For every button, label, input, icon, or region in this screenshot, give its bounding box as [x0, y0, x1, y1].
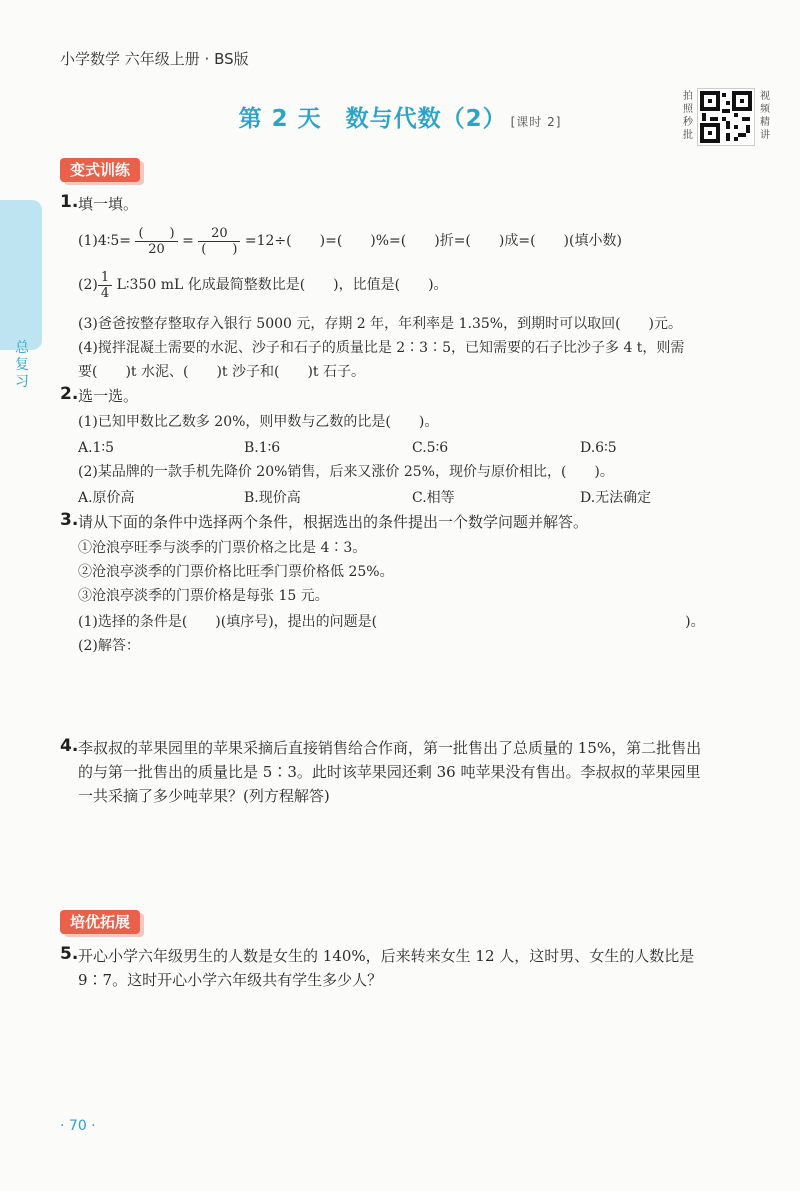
question-4-line-3: 一共采摘了多少吨苹果？(列方程解答): [78, 787, 330, 805]
question-3-title: 请从下面的条件中选择两个条件，根据选出的条件提出一个数学问题并解答。: [78, 513, 589, 531]
answer-area-q5[interactable]: [78, 996, 758, 1106]
question-1-number: 1.: [60, 192, 79, 212]
qr-code-icon[interactable]: [697, 88, 755, 146]
page-title: [0, 100, 800, 133]
question-1-title: 填一填。: [78, 195, 139, 213]
question-4-line-2: 的与第一批售出的质量比是 5∶3。此时该苹果园还剩 36 吨苹果没有售出。李叔叔的苹果园里: [78, 763, 701, 781]
q2-1-option-b[interactable]: B.1∶6: [244, 440, 281, 456]
book-header: 小学数学 六年级上册 · BS版: [60, 50, 249, 68]
side-tab-label: 总复习: [15, 340, 29, 390]
q1-s2-pre: (2): [78, 277, 98, 293]
fraction-1: [135, 226, 177, 257]
q2-2-option-a[interactable]: A.原价高: [78, 490, 135, 506]
equals-sign: =: [182, 233, 194, 249]
q1-s1-pre: (1)4∶5=: [78, 233, 132, 249]
question-1-part-2: [78, 268, 448, 302]
question-5-number: 5.: [60, 944, 79, 964]
q2-1-option-a[interactable]: A.1∶5: [78, 440, 115, 456]
q2-1-option-c[interactable]: C.5∶6: [412, 440, 449, 456]
condition-1: ①沧浪亭旺季与淡季的门票价格之比是 4∶3。: [78, 540, 367, 556]
q2-1-option-d[interactable]: D.6∶5: [580, 440, 617, 456]
fraction-3: [98, 270, 112, 301]
title-main: 第 2 天 数与代数（2）: [238, 106, 507, 132]
page-number-value: 70: [68, 1118, 87, 1134]
lesson-tag: [课时 2]: [510, 115, 562, 129]
question-2-part-1[interactable]: (1)已知甲数比乙数多 20%，则甲数与乙数的比是( )。: [78, 414, 439, 430]
fraction-2-numerator: 20: [198, 226, 240, 242]
q2-2-option-c[interactable]: C.相等: [412, 490, 455, 506]
side-tab: [0, 200, 42, 350]
question-1-part-3[interactable]: (3)爸爸按整存整取存入银行 5000 元，存期 2 年，年利率是 1.35%，到期时可以取回( )元。: [78, 316, 683, 332]
page-number: · 70 ·: [60, 1118, 96, 1134]
question-3-part-2: (2)解答：: [78, 638, 140, 654]
condition-3: ③沧浪亭淡季的门票价格是每张 15 元。: [78, 588, 329, 604]
fraction-1-numerator[interactable]: ( ): [135, 226, 177, 242]
qr-left-label: 拍照秒批: [683, 91, 693, 141]
fraction-3-denominator: 4: [100, 285, 110, 301]
question-2-title: 选一选。: [78, 387, 139, 405]
fraction-3-numerator: 1: [98, 270, 112, 286]
question-1-part-1: [78, 224, 622, 258]
question-2-part-2[interactable]: (2)某品牌的一款手机先降价 20%销售，后来又涨价 25%，现价与原价相比，( )。: [78, 464, 614, 480]
q1-s1-post[interactable]: =12÷( )=( )%=( )折=( )成=( )(填小数): [244, 233, 622, 249]
section-header-extension: 培优拓展: [60, 910, 140, 934]
question-4-line-1: 李叔叔的苹果园里的苹果采摘后直接销售给合作商，第一批售出了总质量的 15%，第二批售出: [78, 739, 702, 757]
question-1-part-4-line-1: (4)搅拌混凝土需要的水泥、沙子和石子的质量比是 2∶3∶5，已知需要的石子比沙子多 4 t，则需: [78, 340, 685, 356]
fraction-1-denominator: 20: [148, 241, 165, 257]
fraction-2-denominator[interactable]: ( ): [201, 241, 238, 257]
section-header-practice: 变式训练: [60, 158, 140, 182]
question-3-number: 3.: [60, 510, 79, 530]
fraction-2: [198, 226, 240, 257]
answer-area-q4[interactable]: [78, 812, 758, 902]
q1-s2-post[interactable]: L∶350 mL 化成最简整数比是( )，比值是( )。: [112, 277, 448, 293]
condition-2: ②沧浪亭淡季的门票价格比旺季门票价格低 25%。: [78, 564, 394, 580]
question-1-part-4-line-2[interactable]: 要( )t 水泥、( )t 沙子和( )t 石子。: [78, 364, 365, 380]
question-3-part-1[interactable]: (1)选择的条件是( )(填序号)，提出的问题是( )。: [78, 614, 705, 630]
question-5-line-2: 9∶7。这时开心小学六年级共有学生多少人？: [78, 971, 383, 989]
q2-2-option-b[interactable]: B.现价高: [244, 490, 301, 506]
answer-area-q3[interactable]: [78, 660, 758, 730]
question-2-number: 2.: [60, 384, 79, 404]
question-4-number: 4.: [60, 736, 79, 756]
question-5-line-1: 开心小学六年级男生的人数是女生的 140%，后来转来女生 12 人，这时男、女生的人数比是: [78, 947, 695, 965]
qr-right-label: 视频精讲: [760, 91, 770, 141]
q2-2-option-d[interactable]: D.无法确定: [580, 490, 652, 506]
